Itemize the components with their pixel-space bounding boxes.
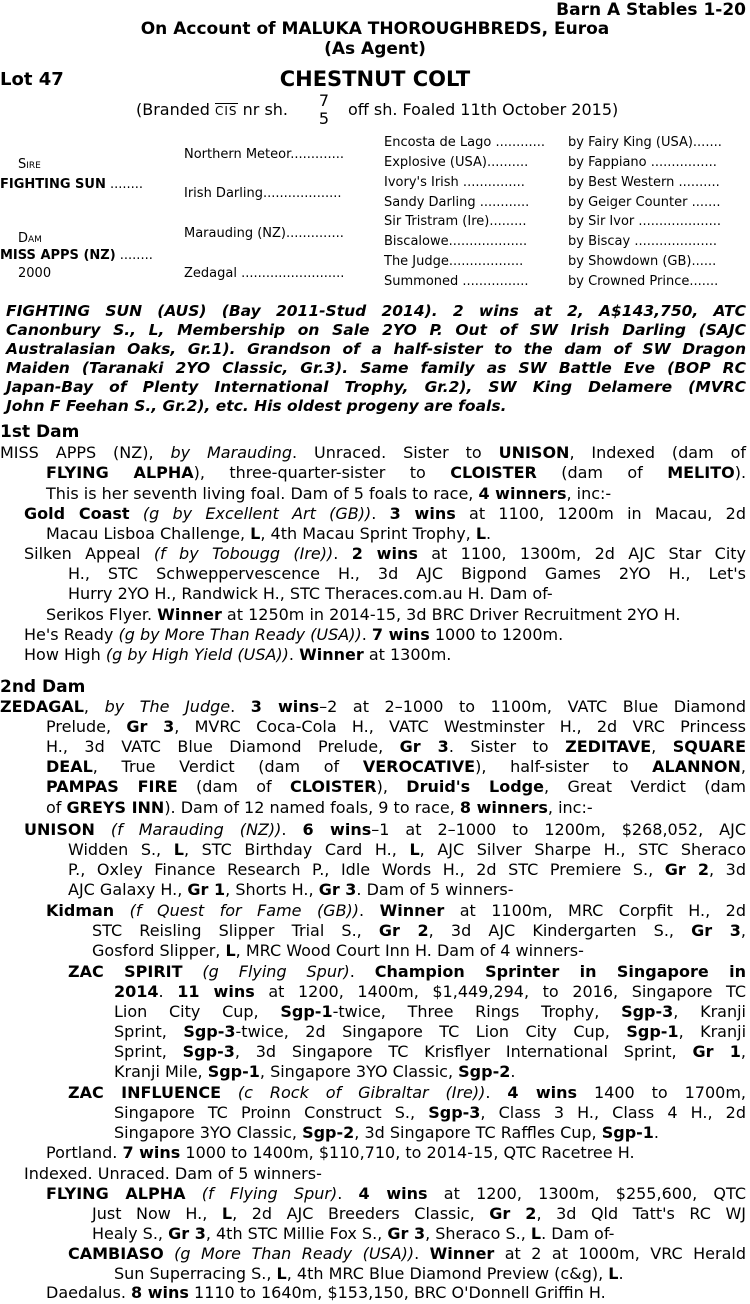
sire-name-row bbox=[0, 177, 143, 193]
text-segment: How High bbox=[24, 645, 101, 664]
text-segment: ZEDAGAL bbox=[0, 697, 84, 716]
text-line bbox=[46, 484, 746, 504]
text-line bbox=[114, 1103, 746, 1123]
text-segment: MELITO bbox=[667, 463, 735, 482]
text-segment: at 1200, 1400m, $1,449,294, to 2016, Singapore TC bbox=[254, 982, 747, 1001]
text-segment: Sprint, bbox=[114, 1042, 183, 1061]
text-segment: L bbox=[173, 840, 184, 859]
text-segment: Gr 2 bbox=[489, 1204, 537, 1223]
sire-name: FIGHTING SUN bbox=[0, 177, 106, 192]
text-segment: Winner bbox=[299, 645, 364, 664]
text-segment: . bbox=[371, 504, 390, 523]
text-line bbox=[114, 1002, 746, 1022]
text-segment: , 4th MRC Blue Diamond Preview (c&g), bbox=[286, 1264, 609, 1283]
great-grandsire-sire: by Crowned Prince....... bbox=[568, 274, 719, 289]
text-segment: Winner bbox=[157, 605, 222, 624]
text-line bbox=[68, 1083, 746, 1103]
blurb-line: Canonbury S., L, Membership on Sale 2YO P. Out of SW Irish Darling (SAJC bbox=[6, 321, 746, 339]
text-segment: ZAC INFLUENCE bbox=[68, 1083, 222, 1102]
text-segment: FLYING ALPHA bbox=[46, 1184, 186, 1203]
text-segment: 3 wins bbox=[389, 504, 456, 523]
text-segment: ). bbox=[734, 463, 747, 482]
text-line bbox=[46, 463, 746, 483]
text-line bbox=[68, 1244, 746, 1264]
text-segment: Lion City Cup, bbox=[114, 1002, 281, 1021]
text-segment: . bbox=[337, 1184, 359, 1203]
text-segment: SQUARE bbox=[672, 737, 747, 756]
text-segment: Sgp-2 bbox=[302, 1123, 355, 1142]
lot-title: CHESTNUT COLT bbox=[279, 67, 471, 91]
text-segment: L bbox=[221, 1204, 233, 1223]
text-segment: at 1250m in 2014-15, 3d BRC Driver Recruitment 2YO H. bbox=[221, 605, 681, 624]
text-segment: Kidman bbox=[46, 901, 115, 920]
text-segment: (f Marauding (NZ)) bbox=[94, 820, 282, 839]
dam-dots: ........ bbox=[119, 248, 153, 263]
brand-mark: CIS bbox=[215, 104, 238, 118]
text-segment: PAMPAS FIRE bbox=[46, 777, 178, 796]
text-segment: , 3d bbox=[708, 860, 746, 879]
text-segment: Sun Superracing S., bbox=[114, 1264, 277, 1283]
text-segment: , bbox=[740, 1042, 746, 1061]
text-segment: . bbox=[230, 697, 251, 716]
text-segment: 1000 to 1400m, $110,710, to 2014-15, QTC Racetree H. bbox=[180, 1143, 635, 1162]
text-segment: (g More Than Ready (USA)) bbox=[163, 1244, 415, 1263]
text-line bbox=[68, 880, 746, 900]
text-segment: 4 wins bbox=[507, 1083, 578, 1102]
text-segment: . bbox=[158, 982, 178, 1001]
text-segment: . bbox=[359, 901, 380, 920]
text-segment: Sgp-1 bbox=[207, 1062, 260, 1081]
text-segment: by The Judge bbox=[104, 697, 231, 716]
text-line bbox=[46, 777, 746, 797]
text-segment: Macau Lisboa Challenge, bbox=[46, 524, 251, 543]
text-segment: at 1100m, MRC Corpfit H., 2d bbox=[444, 901, 747, 920]
dam-label: Dam bbox=[18, 231, 42, 246]
text-segment: . Unraced. Sister to bbox=[292, 443, 499, 462]
text-segment: Gr 3 bbox=[387, 1224, 426, 1243]
text-segment: ). Dam of 12 named foals, 9 to race, bbox=[164, 798, 460, 817]
text-segment: Sgp-3 bbox=[183, 1022, 236, 1041]
text-line bbox=[68, 584, 746, 604]
grandsire-1: Northern Meteor............. bbox=[184, 147, 344, 162]
text-segment: 2 wins bbox=[351, 544, 418, 563]
text-segment: Sgp-1 bbox=[601, 1123, 654, 1142]
text-segment: L bbox=[250, 524, 261, 543]
text-line bbox=[114, 1042, 746, 1062]
text-segment: , 3d Singapore TC Raffles Cup, bbox=[354, 1123, 602, 1142]
text-segment: , 4th STC Millie Fox S., bbox=[205, 1224, 388, 1243]
text-segment: Kranji Mile, bbox=[114, 1062, 208, 1081]
text-segment: Sgp-1 bbox=[280, 1002, 333, 1021]
text-segment: 6 wins bbox=[302, 820, 372, 839]
text-segment: . Dam of 5 winners- bbox=[356, 880, 514, 899]
text-line bbox=[114, 982, 746, 1002]
text-segment: , 2d AJC Breeders Classic, bbox=[232, 1204, 490, 1223]
text-segment: , Great Verdict (dam bbox=[544, 777, 747, 796]
text-segment: Hurry 2YO H., Randwick H., STC Theraces.com.au H. Dam of- bbox=[68, 584, 553, 603]
brand-suffix: off sh. Foaled 11th October 2015) bbox=[348, 100, 619, 119]
text-line bbox=[46, 1143, 746, 1163]
text-segment: Sgp-3 bbox=[621, 1002, 674, 1021]
text-segment: Druid's Lodge bbox=[406, 777, 544, 796]
text-segment: at 1100, 1300m, 2d AJC Star City bbox=[417, 544, 747, 563]
blurb-line: Maiden (Taranaki 2YO Classic, Gr.3). Same family as SW Battle Eve (BOP RC bbox=[6, 359, 746, 377]
text-line bbox=[92, 1224, 746, 1244]
text-segment: Gr 1 bbox=[187, 880, 226, 899]
text-segment: Healy S., bbox=[92, 1224, 169, 1243]
text-segment: , bbox=[740, 921, 747, 940]
text-line bbox=[114, 1022, 746, 1042]
text-segment: , inc:- bbox=[547, 798, 593, 817]
text-line bbox=[24, 504, 746, 524]
text-segment: Gold Coast bbox=[24, 504, 130, 523]
text-segment: Prelude, bbox=[46, 717, 127, 736]
text-segment: Gr 3 bbox=[691, 921, 741, 940]
text-segment: L bbox=[608, 1264, 619, 1283]
text-segment: Sgp-3 bbox=[182, 1042, 235, 1061]
text-segment: He's Ready bbox=[24, 625, 114, 644]
text-segment: Gr 1 bbox=[692, 1042, 741, 1061]
text-segment: , STC Birthday Card H., bbox=[183, 840, 410, 859]
text-segment: ZEDITAVE bbox=[565, 737, 652, 756]
text-segment: Gosford Slipper, bbox=[92, 941, 226, 960]
text-segment: , 3d AJC Kindergarten S., bbox=[428, 921, 692, 940]
text-segment: Sgp-3 bbox=[428, 1103, 481, 1122]
text-segment: Gr 3 bbox=[126, 717, 175, 736]
text-segment: . bbox=[281, 820, 303, 839]
text-segment: Daedalus. bbox=[46, 1283, 132, 1302]
text-segment: P., Oxley Finance Research P., Idle Words H., 2d STC Premiere S., bbox=[68, 860, 665, 879]
first-dam-heading: 1st Dam bbox=[0, 422, 80, 442]
text-segment: L bbox=[409, 840, 420, 859]
text-segment: (g by Excellent Art (GB)) bbox=[129, 504, 372, 523]
text-segment: , MRC Wood Court Inn H. Dam of 4 winners- bbox=[235, 941, 584, 960]
text-segment: , bbox=[83, 697, 105, 716]
text-segment: at 2 at 1000m, VRC Herald bbox=[494, 1244, 746, 1263]
text-line bbox=[46, 524, 746, 544]
text-line bbox=[92, 1204, 746, 1224]
text-segment: ZAC SPIRIT bbox=[68, 962, 183, 981]
text-segment: CLOISTER bbox=[289, 777, 377, 796]
text-segment: at 1100, 1200m in Macau, 2d bbox=[455, 504, 747, 523]
frac-bottom: 5 bbox=[318, 109, 330, 128]
dam-name: MISS APPS (NZ) bbox=[0, 248, 116, 263]
lot-number: Lot 47 bbox=[0, 69, 64, 90]
text-segment: (dam of bbox=[536, 463, 668, 482]
dam-name-row bbox=[0, 248, 153, 264]
text-segment: Gr 3 bbox=[318, 880, 357, 899]
text-line bbox=[46, 798, 746, 818]
text-segment: 11 wins bbox=[177, 982, 255, 1001]
text-segment: 3 wins bbox=[250, 697, 320, 716]
text-segment: by Marauding bbox=[170, 443, 293, 462]
text-segment: 7 wins bbox=[122, 1143, 181, 1162]
great-grandsire: Biscalowe................... bbox=[384, 234, 528, 249]
text-segment: 2014 bbox=[114, 982, 159, 1001]
text-line bbox=[68, 962, 746, 982]
great-grandsire: Ivory's Irish ............... bbox=[384, 175, 525, 190]
text-segment: 1000 to 1200m. bbox=[429, 625, 564, 644]
grandsire-2: Irish Darling................... bbox=[184, 186, 342, 201]
text-segment: Singapore TC Proinn Construct S., bbox=[114, 1103, 429, 1122]
text-segment: , Class 3 H., Class 4 H., 2d bbox=[480, 1103, 746, 1122]
dam-year: 2000 bbox=[18, 266, 52, 281]
text-segment: ), half-sister to bbox=[475, 757, 653, 776]
text-segment: MISS APPS (NZ), bbox=[0, 443, 171, 462]
great-grandsire: The Judge.................. bbox=[384, 254, 524, 269]
text-segment: ), bbox=[376, 777, 407, 796]
text-line bbox=[24, 544, 746, 564]
text-segment: . bbox=[485, 1083, 508, 1102]
text-line bbox=[46, 1283, 746, 1303]
text-segment: . bbox=[361, 625, 372, 644]
text-segment: CAMBIASO bbox=[68, 1244, 164, 1263]
text-segment: at 1200, 1300m, $255,600, QTC bbox=[427, 1184, 747, 1203]
text-segment: (g by More Than Ready (USA)) bbox=[113, 625, 362, 644]
great-grandsire-sire: by Showdown (GB)...... bbox=[568, 254, 717, 269]
great-grandsire: Summoned ................ bbox=[384, 274, 529, 289]
brand-mid: nr sh. bbox=[242, 100, 289, 119]
text-segment: Gr 3 bbox=[168, 1224, 206, 1243]
text-line bbox=[68, 860, 746, 880]
sire-dots: ........ bbox=[110, 177, 144, 192]
text-segment: 1400 to 1700m, bbox=[577, 1083, 747, 1102]
text-segment: . bbox=[288, 645, 300, 664]
text-segment: Indexed. Unraced. Dam of 5 winners- bbox=[24, 1164, 322, 1183]
text-segment: H., STC Schweppervescence H., 3d AJC Bigpond Games 2YO H., Let's bbox=[68, 564, 746, 583]
text-line bbox=[46, 717, 746, 737]
text-segment: 8 wins bbox=[131, 1283, 189, 1302]
text-segment: CLOISTER bbox=[450, 463, 537, 482]
text-segment: , 3d Qld Tatt's RC WJ bbox=[536, 1204, 746, 1223]
text-segment: Singapore 3YO Classic, bbox=[114, 1123, 303, 1142]
text-segment: Gr 2 bbox=[664, 860, 709, 879]
great-grandsire: Sir Tristram (Ire)......... bbox=[384, 214, 527, 229]
text-line bbox=[114, 1264, 746, 1284]
text-line bbox=[92, 941, 746, 961]
text-segment: , True Verdict (dam of bbox=[92, 757, 363, 776]
text-segment: Gr 2 bbox=[378, 921, 429, 940]
text-segment: Portland. bbox=[46, 1143, 123, 1162]
text-line bbox=[24, 1164, 746, 1184]
text-segment: Serikos Flyer. bbox=[46, 605, 158, 624]
blurb-line: John F Feehan S., Gr.2), etc. His oldest progeny are foals. bbox=[6, 397, 507, 415]
text-segment: DEAL bbox=[46, 757, 93, 776]
text-segment: , 4th Macau Sprint Trophy, bbox=[260, 524, 476, 543]
text-segment: , Kranji bbox=[673, 1002, 746, 1021]
sire-label: Sire bbox=[18, 157, 41, 172]
text-line bbox=[46, 757, 746, 777]
grandsire-4: Zedagal ......................... bbox=[184, 266, 345, 281]
text-line bbox=[68, 564, 746, 584]
text-segment: H., 3d VATC Blue Diamond Prelude, bbox=[46, 737, 400, 756]
text-segment: , Singapore 3YO Classic, bbox=[259, 1062, 459, 1081]
text-segment: FLYING ALPHA bbox=[46, 463, 194, 482]
text-segment: -twice, Three Rings Trophy, bbox=[332, 1002, 622, 1021]
text-segment: , bbox=[740, 757, 746, 776]
text-segment: 8 winners bbox=[459, 798, 548, 817]
text-segment: , Kranji bbox=[678, 1022, 747, 1041]
text-segment: Gr 3 bbox=[399, 737, 449, 756]
text-line bbox=[114, 1062, 746, 1082]
great-grandsire-sire: by Sir Ivor .................... bbox=[568, 214, 722, 229]
text-segment: AJC Galaxy H., bbox=[68, 880, 188, 899]
second-dam-heading: 2nd Dam bbox=[0, 677, 86, 697]
text-segment: GREYS INN bbox=[66, 798, 165, 817]
text-segment: ), three-quarter-sister to bbox=[193, 463, 451, 482]
text-segment: STC Reisling Slipper Trial S., bbox=[92, 921, 379, 940]
text-segment: -twice, 2d Singapore TC Lion City Cup, bbox=[235, 1022, 627, 1041]
great-grandsire-sire: by Biscay .................... bbox=[568, 234, 717, 249]
text-segment: Sprint, bbox=[114, 1022, 184, 1041]
blurb-line: Australasian Oaks, Gr.1). Grandson of a half-sister to the dam of SW Dragon bbox=[6, 340, 746, 358]
text-segment: (dam of bbox=[177, 777, 290, 796]
text-segment: L bbox=[530, 1224, 542, 1243]
text-segment: Winner bbox=[429, 1244, 495, 1263]
text-line bbox=[24, 645, 746, 665]
text-segment: 7 wins bbox=[371, 625, 430, 644]
text-segment: This is her seventh living foal. Dam of 5 foals to race, bbox=[46, 484, 479, 503]
text-segment: –2 at 2–1000 to 1100m, VATC Blue Diamond bbox=[319, 697, 747, 716]
text-segment: Widden S., bbox=[68, 840, 174, 859]
account-line: On Account of MALUKA THOROUGHBREDS, Euroa bbox=[140, 19, 610, 39]
text-segment: . bbox=[349, 962, 375, 981]
text-line bbox=[46, 605, 746, 625]
text-segment: 1110 to 1640m, $153,150, BRC O'Donnell Griffin H. bbox=[188, 1283, 606, 1302]
text-segment: , bbox=[651, 737, 673, 756]
text-line bbox=[0, 697, 746, 717]
text-segment: (g Flying Spur) bbox=[182, 962, 350, 981]
text-segment: L bbox=[225, 941, 236, 960]
agent-line: (As Agent) bbox=[324, 39, 426, 59]
barn-label: Barn A Stables 1-20 bbox=[556, 0, 746, 20]
great-grandsire: Explosive (USA).......... bbox=[384, 155, 529, 170]
text-line bbox=[92, 921, 746, 941]
text-segment: , 3d Singapore TC Krisflyer International Sprint, bbox=[234, 1042, 693, 1061]
text-segment: L bbox=[276, 1264, 287, 1283]
text-segment: Champion Sprinter in Singapore in bbox=[374, 962, 747, 981]
text-line bbox=[46, 737, 746, 757]
text-segment: Just Now H., bbox=[92, 1204, 222, 1223]
text-segment: Winner bbox=[379, 901, 445, 920]
text-line bbox=[114, 1123, 746, 1143]
text-segment: (c Rock of Gibraltar (Ire)) bbox=[221, 1083, 486, 1102]
text-line bbox=[24, 625, 746, 645]
blurb-line: FIGHTING SUN (AUS) (Bay 2011-Stud 2014). 2 wins at 2, A$143,750, ATC bbox=[6, 302, 746, 320]
text-segment: ALANNON bbox=[652, 757, 741, 776]
text-segment: (f Quest for Fame (GB)) bbox=[114, 901, 360, 920]
text-segment: . bbox=[414, 1244, 430, 1263]
text-segment: 4 winners bbox=[478, 484, 567, 503]
text-segment: L bbox=[475, 524, 487, 543]
text-segment: . Sister to bbox=[448, 737, 566, 756]
text-segment: . bbox=[333, 544, 352, 563]
brand-prefix: (Branded bbox=[136, 100, 210, 119]
text-line bbox=[46, 1184, 746, 1204]
text-segment: VEROCATIVE bbox=[362, 757, 476, 776]
brand-line bbox=[136, 100, 288, 121]
text-segment: , AJC Silver Sharpe H., STC Sheraco bbox=[419, 840, 747, 859]
great-grandsire-sire: by Best Western .......... bbox=[568, 175, 720, 190]
text-line bbox=[46, 901, 746, 921]
text-segment: –1 at 2–1000 to 1200m, $268,052, AJC bbox=[371, 820, 747, 839]
text-segment: . Dam of- bbox=[541, 1224, 615, 1243]
text-segment: (f Flying Spur) bbox=[185, 1184, 338, 1203]
great-grandsire: Encosta de Lago ............ bbox=[384, 135, 546, 150]
text-segment: . bbox=[510, 1062, 516, 1081]
text-line bbox=[0, 443, 746, 463]
text-segment: , Indexed (dam of bbox=[569, 443, 747, 462]
text-segment: Silken Appeal bbox=[24, 544, 141, 563]
text-line bbox=[24, 820, 746, 840]
blurb-line: Japan-Bay of Plenty International Trophy, Gr.2), SW King Delamere (MVRC bbox=[6, 378, 746, 396]
great-grandsire-sire: by Fairy King (USA)....... bbox=[568, 135, 722, 150]
text-segment: , MVRC Coca-Cola H., VATC Westminster H., 2d VRC Princess bbox=[174, 717, 746, 736]
frac-top: 7 bbox=[318, 91, 330, 110]
great-grandsire-sire: by Fappiano ................ bbox=[568, 155, 717, 170]
text-line bbox=[68, 840, 746, 860]
great-grandsire: Sandy Darling ............ bbox=[384, 195, 530, 210]
text-segment: (f by Tobougg (Ire)) bbox=[140, 544, 334, 563]
text-segment: Sgp-1 bbox=[626, 1022, 679, 1041]
text-segment: 4 wins bbox=[358, 1184, 428, 1203]
text-segment: (g by High Yield (USA)) bbox=[100, 645, 289, 664]
text-segment: , inc:- bbox=[566, 484, 612, 503]
text-segment: of bbox=[46, 798, 67, 817]
text-segment: , Shorts H., bbox=[225, 880, 319, 899]
great-grandsire-sire: by Geiger Counter ....... bbox=[568, 195, 721, 210]
grandsire-3: Marauding (NZ).............. bbox=[184, 226, 344, 241]
text-segment: at 1300m. bbox=[363, 645, 452, 664]
text-segment: . bbox=[486, 524, 492, 543]
text-segment: . bbox=[618, 1264, 624, 1283]
text-segment: UNISON bbox=[498, 443, 570, 462]
text-segment: . bbox=[653, 1123, 660, 1142]
text-segment: , Sheraco S., bbox=[425, 1224, 531, 1243]
text-segment: Sgp-2 bbox=[458, 1062, 511, 1081]
text-segment: UNISON bbox=[24, 820, 95, 839]
